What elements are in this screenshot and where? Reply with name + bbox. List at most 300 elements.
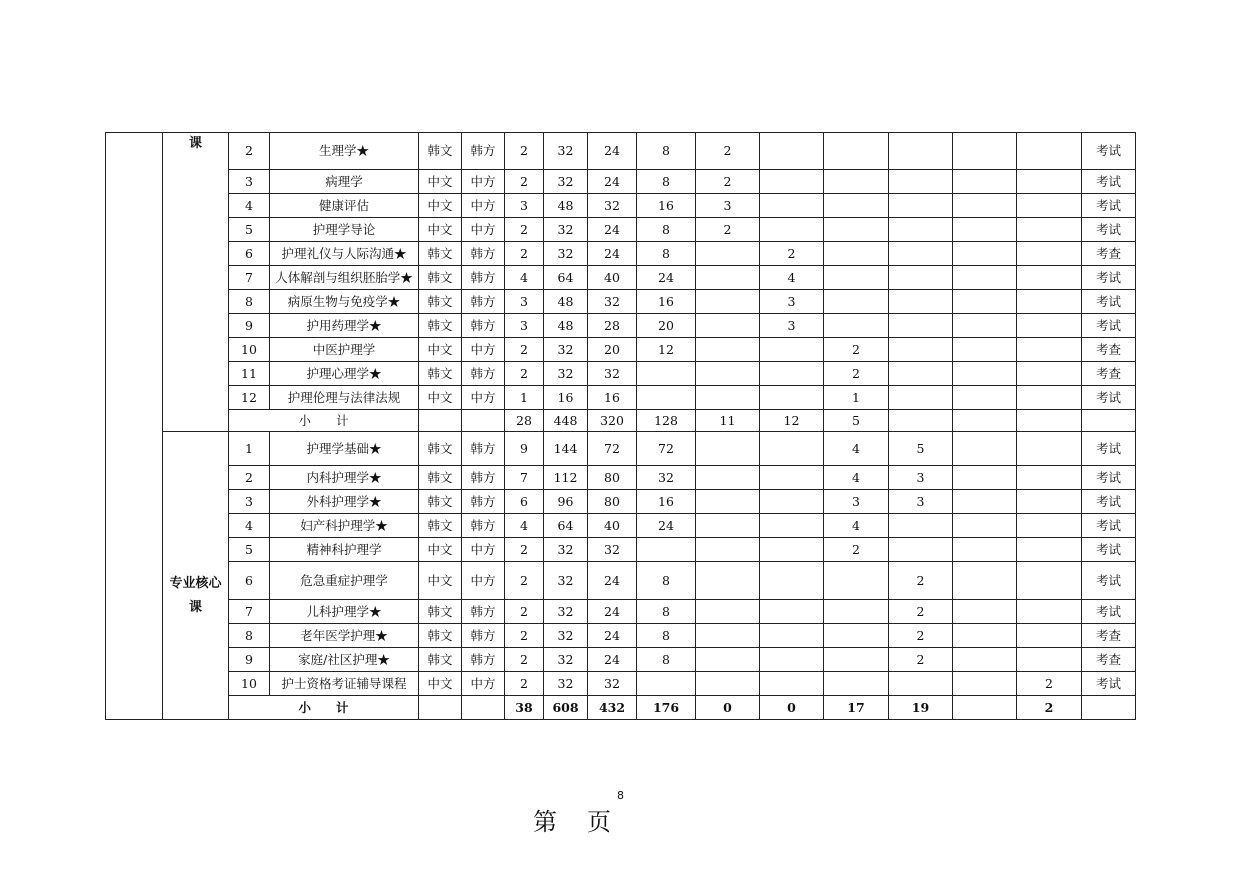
cell-name: 健康评估 [270, 194, 419, 218]
cell-s4: 2 [889, 562, 953, 600]
cell-s4 [889, 266, 953, 290]
cell-teacher: 韩方 [462, 266, 505, 290]
cell-s4: 3 [889, 490, 953, 514]
cell-s4 [889, 133, 953, 170]
cell-s3: 1 [824, 386, 889, 410]
cell-teacher: 韩方 [462, 432, 505, 466]
cell-theory: 32 [588, 538, 637, 562]
cell-practice: 32 [637, 466, 696, 490]
cell-assess: 考试 [1082, 133, 1136, 170]
cell-assess: 考试 [1082, 314, 1136, 338]
cell-s6 [1017, 194, 1082, 218]
table-row [106, 386, 1136, 410]
cell-assess: 考试 [1082, 266, 1136, 290]
cell-s6 [1017, 466, 1082, 490]
cell-theory: 40 [588, 266, 637, 290]
cell-practice [637, 362, 696, 386]
table-row [106, 362, 1136, 386]
cell-s2 [760, 538, 824, 562]
cell-s5 [953, 314, 1017, 338]
cell-s5 [953, 170, 1017, 194]
cell-no: 4 [229, 514, 270, 538]
cell-practice: 8 [637, 624, 696, 648]
cell-name: 人体解剖与组织胚胎学★ [270, 266, 419, 290]
cell-s3 [824, 624, 889, 648]
cell-theory: 24 [588, 562, 637, 600]
cell-assess: 考查 [1082, 242, 1136, 266]
table-row [106, 514, 1136, 538]
cell-assess: 考查 [1082, 624, 1136, 648]
cell-no: 5 [229, 218, 270, 242]
cell-name: 危急重症护理学 [270, 562, 419, 600]
cell-theory: 72 [588, 432, 637, 466]
table-row [106, 290, 1136, 314]
cell-s2 [760, 514, 824, 538]
cell-credits: 2 [505, 242, 544, 266]
cell-name: 病理学 [270, 170, 419, 194]
cell-name: 护理礼仪与人际沟通★ [270, 242, 419, 266]
cell-assess: 考试 [1082, 290, 1136, 314]
cell-assess: 考试 [1082, 490, 1136, 514]
cell-practice: 24 [637, 514, 696, 538]
cell-theory: 24 [588, 648, 637, 672]
cell-practice: 8 [637, 133, 696, 170]
cell-s4 [889, 386, 953, 410]
cell-theory: 80 [588, 466, 637, 490]
subtotal-s6 [1017, 410, 1082, 432]
cell-credits: 2 [505, 624, 544, 648]
cell-s4 [889, 314, 953, 338]
subtotal-label: 小 计 [229, 410, 419, 432]
cell-total: 64 [544, 266, 588, 290]
cell-teacher: 中方 [462, 386, 505, 410]
cell-textbook: 韩文 [419, 466, 462, 490]
cell-credits: 2 [505, 672, 544, 696]
subtotal-s4 [889, 410, 953, 432]
subtotal-theory: 432 [588, 696, 637, 720]
cell-practice: 8 [637, 242, 696, 266]
cell-s4: 2 [889, 624, 953, 648]
cell-theory: 24 [588, 242, 637, 266]
table-row [106, 562, 1136, 600]
cell-name: 护士资格考证辅导课程 [270, 672, 419, 696]
cell-s2: 3 [760, 290, 824, 314]
cell-textbook: 韩文 [419, 314, 462, 338]
cell-s3: 4 [824, 514, 889, 538]
cell-total: 32 [544, 338, 588, 362]
cell-total: 96 [544, 490, 588, 514]
table-row [106, 432, 1136, 466]
cell-s4 [889, 290, 953, 314]
cell-total: 64 [544, 514, 588, 538]
course-plan-table [105, 132, 1136, 720]
cell-no: 3 [229, 170, 270, 194]
table-row [106, 490, 1136, 514]
cell-s3: 4 [824, 466, 889, 490]
subtotal-s1: 11 [696, 410, 760, 432]
cell-s1 [696, 290, 760, 314]
cell-teacher: 韩方 [462, 133, 505, 170]
cell-textbook: 韩文 [419, 362, 462, 386]
table-row [106, 600, 1136, 624]
cell-s6 [1017, 648, 1082, 672]
cell-total: 32 [544, 362, 588, 386]
cell-s6: 2 [1017, 672, 1082, 696]
cell-s6 [1017, 600, 1082, 624]
cell-textbook: 韩文 [419, 600, 462, 624]
cell-s4 [889, 338, 953, 362]
cell-s4 [889, 242, 953, 266]
cell-no: 3 [229, 490, 270, 514]
cell-s5 [953, 362, 1017, 386]
cell-credits: 2 [505, 648, 544, 672]
subtotal-label: 小 计 [229, 696, 419, 720]
cell-theory: 32 [588, 362, 637, 386]
subtotal-row [106, 410, 1136, 432]
cell-s2 [760, 562, 824, 600]
cell-name: 内科护理学★ [270, 466, 419, 490]
cell-s1 [696, 386, 760, 410]
cell-total: 32 [544, 562, 588, 600]
cell-total: 32 [544, 170, 588, 194]
cell-name: 病原生物与免疫学★ [270, 290, 419, 314]
cell-s5 [953, 290, 1017, 314]
cell-s1 [696, 562, 760, 600]
cell-s4: 2 [889, 648, 953, 672]
cell-theory: 24 [588, 170, 637, 194]
cell-teacher: 韩方 [462, 600, 505, 624]
cell-credits: 9 [505, 432, 544, 466]
cell-theory: 32 [588, 194, 637, 218]
table-row [106, 314, 1136, 338]
cell-teacher: 韩方 [462, 242, 505, 266]
cell-s4 [889, 170, 953, 194]
cell-s2 [760, 133, 824, 170]
cell-s5 [953, 490, 1017, 514]
cell-credits: 2 [505, 338, 544, 362]
table-row [106, 170, 1136, 194]
cell-s1 [696, 600, 760, 624]
category-cell-basic: 课 [163, 133, 229, 432]
cell-s1 [696, 648, 760, 672]
cell-s1 [696, 266, 760, 290]
cell-s5 [953, 266, 1017, 290]
cell-textbook: 韩文 [419, 432, 462, 466]
cell-total: 32 [544, 242, 588, 266]
cell-total: 32 [544, 624, 588, 648]
cell-textbook: 中文 [419, 672, 462, 696]
cell-textbook: 中文 [419, 386, 462, 410]
cell-s1 [696, 242, 760, 266]
cell-no: 8 [229, 624, 270, 648]
cell-teacher [462, 410, 505, 432]
cell-no: 6 [229, 242, 270, 266]
cell-textbook: 中文 [419, 218, 462, 242]
cell-total: 32 [544, 218, 588, 242]
cell-name: 精神科护理学 [270, 538, 419, 562]
cell-no: 7 [229, 266, 270, 290]
subtotal-practice: 176 [637, 696, 696, 720]
cell-s6 [1017, 133, 1082, 170]
cell-theory: 20 [588, 338, 637, 362]
cell-s2 [760, 432, 824, 466]
cell-name: 护理学导论 [270, 218, 419, 242]
cell-credits: 6 [505, 490, 544, 514]
cell-name: 妇产科护理学★ [270, 514, 419, 538]
cell-s5 [953, 624, 1017, 648]
cell-s6 [1017, 386, 1082, 410]
cell-s2 [760, 466, 824, 490]
cell-name: 护理学基础★ [270, 432, 419, 466]
cell-theory: 16 [588, 386, 637, 410]
subtotal-s4: 19 [889, 696, 953, 720]
cell-theory: 24 [588, 624, 637, 648]
cell-s2: 2 [760, 242, 824, 266]
table-row [106, 624, 1136, 648]
cell-no: 9 [229, 648, 270, 672]
cell-assess: 考试 [1082, 672, 1136, 696]
cell-theory: 40 [588, 514, 637, 538]
cell-teacher: 韩方 [462, 314, 505, 338]
cell-practice: 16 [637, 290, 696, 314]
cell-total: 32 [544, 133, 588, 170]
cell-assess: 考试 [1082, 194, 1136, 218]
table-row [106, 466, 1136, 490]
cell-s5 [953, 338, 1017, 362]
cell-assess: 考查 [1082, 362, 1136, 386]
cell-textbook: 韩文 [419, 648, 462, 672]
cell-textbook: 韩文 [419, 266, 462, 290]
cell-textbook [419, 410, 462, 432]
cell-s2 [760, 218, 824, 242]
cell-credits: 1 [505, 386, 544, 410]
cell-s1 [696, 490, 760, 514]
cell-total: 48 [544, 194, 588, 218]
cell-theory: 28 [588, 314, 637, 338]
cell-s5 [953, 194, 1017, 218]
cell-credits: 4 [505, 266, 544, 290]
subtotal-s3: 5 [824, 410, 889, 432]
cell-s6 [1017, 562, 1082, 600]
cell-s5 [953, 466, 1017, 490]
cell-name: 外科护理学★ [270, 490, 419, 514]
cell-s1: 3 [696, 194, 760, 218]
cell-no: 7 [229, 600, 270, 624]
cell-no: 2 [229, 466, 270, 490]
category-cell-core [163, 432, 229, 720]
cell-no: 11 [229, 362, 270, 386]
cell-name: 老年医学护理★ [270, 624, 419, 648]
cell-s2 [760, 170, 824, 194]
cell-textbook: 韩文 [419, 624, 462, 648]
cell-assess: 考试 [1082, 562, 1136, 600]
cell-textbook [419, 696, 462, 720]
category-line-2: 课 [188, 599, 202, 615]
subtotal-total: 448 [544, 410, 588, 432]
table-row [106, 218, 1136, 242]
cell-s2 [760, 490, 824, 514]
cell-practice: 24 [637, 266, 696, 290]
cell-no: 5 [229, 538, 270, 562]
cell-s1 [696, 538, 760, 562]
cell-assess: 考查 [1082, 338, 1136, 362]
cell-practice: 16 [637, 490, 696, 514]
cell-s5 [953, 242, 1017, 266]
cell-theory: 32 [588, 672, 637, 696]
cell-textbook: 韩文 [419, 514, 462, 538]
cell-assess: 考试 [1082, 538, 1136, 562]
cell-s5 [953, 562, 1017, 600]
cell-s1 [696, 314, 760, 338]
cell-textbook: 中文 [419, 338, 462, 362]
cell-theory: 32 [588, 290, 637, 314]
subtotal-s5 [953, 696, 1017, 720]
subtotal-theory: 320 [588, 410, 637, 432]
cell-s5 [953, 133, 1017, 170]
page-footer [533, 802, 611, 837]
cell-assess: 考查 [1082, 648, 1136, 672]
cell-no: 2 [229, 133, 270, 170]
cell-s3 [824, 133, 889, 170]
cell-no: 1 [229, 432, 270, 466]
cell-textbook: 韩文 [419, 490, 462, 514]
cell-s1 [696, 514, 760, 538]
cell-s1: 2 [696, 218, 760, 242]
cell-no: 6 [229, 562, 270, 600]
cell-s1 [696, 432, 760, 466]
cell-total: 112 [544, 466, 588, 490]
cell-teacher: 中方 [462, 218, 505, 242]
cell-s5 [953, 218, 1017, 242]
cell-teacher: 韩方 [462, 362, 505, 386]
cell-s3: 2 [824, 338, 889, 362]
cell-no: 9 [229, 314, 270, 338]
cell-name: 护用药理学★ [270, 314, 419, 338]
cell-s6 [1017, 242, 1082, 266]
cell-teacher [462, 696, 505, 720]
cell-s6 [1017, 314, 1082, 338]
cell-s3 [824, 672, 889, 696]
cell-s3 [824, 562, 889, 600]
cell-s2 [760, 194, 824, 218]
subtotal-row [106, 696, 1136, 720]
table-row [106, 194, 1136, 218]
cell-teacher: 韩方 [462, 466, 505, 490]
cell-name: 护理心理学★ [270, 362, 419, 386]
cell-s5 [953, 672, 1017, 696]
page-number: 8 [617, 789, 624, 802]
outer-category-cell [106, 133, 163, 720]
cell-practice: 12 [637, 338, 696, 362]
cell-theory: 80 [588, 490, 637, 514]
cell-credits: 2 [505, 538, 544, 562]
table-row [106, 242, 1136, 266]
cell-s2 [760, 600, 824, 624]
table-row [106, 266, 1136, 290]
cell-s3 [824, 266, 889, 290]
cell-no: 12 [229, 386, 270, 410]
cell-s2: 3 [760, 314, 824, 338]
cell-practice: 72 [637, 432, 696, 466]
cell-textbook: 中文 [419, 170, 462, 194]
cell-s4 [889, 514, 953, 538]
cell-teacher: 中方 [462, 170, 505, 194]
cell-s5 [953, 648, 1017, 672]
subtotal-s3: 17 [824, 696, 889, 720]
cell-practice: 8 [637, 218, 696, 242]
cell-theory: 24 [588, 133, 637, 170]
cell-s3 [824, 648, 889, 672]
cell-s2 [760, 386, 824, 410]
cell-s2 [760, 338, 824, 362]
cell-s5 [953, 538, 1017, 562]
cell-teacher: 韩方 [462, 648, 505, 672]
cell-practice: 16 [637, 194, 696, 218]
table-row [106, 648, 1136, 672]
cell-total: 32 [544, 600, 588, 624]
cell-no: 10 [229, 338, 270, 362]
subtotal-s1: 0 [696, 696, 760, 720]
cell-assess: 考试 [1082, 600, 1136, 624]
subtotal-s2: 0 [760, 696, 824, 720]
table-row [106, 338, 1136, 362]
cell-s6 [1017, 432, 1082, 466]
cell-s3: 3 [824, 490, 889, 514]
cell-theory: 24 [588, 600, 637, 624]
cell-practice: 8 [637, 648, 696, 672]
cell-total: 32 [544, 648, 588, 672]
cell-s6 [1017, 170, 1082, 194]
cell-s6 [1017, 538, 1082, 562]
cell-s3 [824, 170, 889, 194]
cell-s1 [696, 624, 760, 648]
cell-teacher: 中方 [462, 338, 505, 362]
cell-credits: 2 [505, 170, 544, 194]
cell-credits: 2 [505, 362, 544, 386]
cell-s6 [1017, 218, 1082, 242]
cell-s3: 4 [824, 432, 889, 466]
cell-credits: 2 [505, 218, 544, 242]
cell-total: 48 [544, 314, 588, 338]
subtotal-practice: 128 [637, 410, 696, 432]
cell-total: 32 [544, 672, 588, 696]
cell-credits: 4 [505, 514, 544, 538]
table-row [106, 133, 1136, 170]
cell-s1 [696, 362, 760, 386]
cell-s6 [1017, 514, 1082, 538]
cell-s4 [889, 218, 953, 242]
cell-s1 [696, 672, 760, 696]
cell-s6 [1017, 290, 1082, 314]
cell-credits: 2 [505, 600, 544, 624]
cell-textbook: 韩文 [419, 290, 462, 314]
cell-total: 48 [544, 290, 588, 314]
cell-textbook: 韩文 [419, 242, 462, 266]
cell-s6 [1017, 338, 1082, 362]
subtotal-s6: 2 [1017, 696, 1082, 720]
cell-s4: 3 [889, 466, 953, 490]
table-row [106, 672, 1136, 696]
cell-teacher: 韩方 [462, 290, 505, 314]
cell-theory: 24 [588, 218, 637, 242]
cell-s4: 5 [889, 432, 953, 466]
cell-textbook: 中文 [419, 562, 462, 600]
cell-s3: 2 [824, 362, 889, 386]
cell-credits: 2 [505, 562, 544, 600]
cell-name: 生理学★ [270, 133, 419, 170]
cell-practice: 8 [637, 170, 696, 194]
cell-s2 [760, 672, 824, 696]
